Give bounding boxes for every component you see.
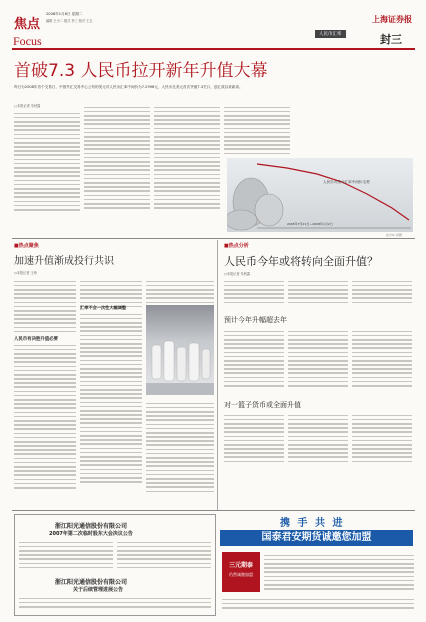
- right-intro-col1: [224, 278, 284, 303]
- top-byline: □本报记者 朱秋露: [14, 104, 41, 108]
- main-headline: 首破7.3 人民币拉开新年升值大幕: [14, 61, 268, 81]
- right-body-col3: [352, 328, 412, 387]
- right-byline: ○本报记者 朱秋露: [224, 272, 251, 276]
- top-story-col2: [84, 104, 150, 209]
- left-story-title: 加速升值渐成投行共识: [14, 256, 114, 267]
- spindle-photo: [146, 305, 214, 395]
- photo-credit: 东方IC 供图: [386, 233, 402, 237]
- right-subhead-2: 对一篮子货币或全面升值: [224, 401, 301, 409]
- page-id: 封三: [380, 33, 402, 46]
- left-col-a2: [14, 342, 76, 489]
- left-ad-block: [14, 514, 216, 616]
- left-ad1-title: 浙江阳光通信股份有限公司: [55, 523, 128, 530]
- coins-photo: [227, 158, 413, 232]
- ad-badge-line1: 三元期泰: [228, 562, 253, 569]
- left-ad1-body: [19, 539, 113, 568]
- left-col-b: [80, 278, 142, 307]
- left-ad2-body: [19, 595, 211, 608]
- right-ad-body: [264, 552, 414, 590]
- section-label: 焦点: [14, 17, 41, 32]
- mid-divider: [12, 238, 415, 239]
- date-line: 2008年1月8日 星期二: [46, 12, 83, 16]
- right-body2-col3: [352, 412, 412, 462]
- banner-mid: 人民币汇率: [315, 30, 346, 38]
- masthead: [0, 0, 426, 52]
- ad-badge: [222, 552, 260, 592]
- ad-badge-line2: 仍然诚邀加盟: [229, 572, 253, 577]
- editor-line: 编辑 王小二 版式 李三 校对 王五: [46, 19, 93, 23]
- right-story-title: 人民币今年或将转向全面升值？: [224, 255, 378, 268]
- right-body-col1: [224, 328, 284, 387]
- bottom-divider: [12, 510, 415, 511]
- right-intro-col2: [288, 278, 348, 303]
- right-ad-block: [220, 514, 415, 614]
- photo-chart-caption: 2005年7月21日—2008年1月2日: [287, 222, 333, 226]
- masthead-rule: [12, 48, 415, 50]
- col-divider: [217, 240, 218, 510]
- photo-caption-right: 人民币对美元汇率中间价走势: [323, 180, 370, 184]
- left-ad1-body-b: [117, 539, 211, 568]
- right-intro-col3: [352, 278, 412, 303]
- ad-slogan: 携 手 共 进: [280, 518, 345, 529]
- left-subhead-2: 汇率不会一次性大幅调整: [80, 305, 127, 310]
- left-ad1-sub: 2007年第二次临时股东大会决议公告: [49, 531, 133, 537]
- brand-name: 上海证券报: [372, 15, 412, 24]
- right-body2-col1: [224, 412, 284, 462]
- left-ad2-title: 浙江阳光通信股份有限公司: [55, 579, 128, 586]
- thread-spools-illustration: [146, 305, 214, 395]
- right-body2-col2: [288, 412, 348, 462]
- top-story-col1: [14, 110, 80, 211]
- left-section-tag: ■热点聚焦: [14, 243, 39, 249]
- right-body-col2: [288, 328, 348, 387]
- focus-label: Focus: [13, 34, 42, 48]
- left-subhead-1: 人民币有决胜升值必要: [14, 337, 58, 342]
- top-story-col3: [154, 104, 220, 209]
- right-section-tag: ■热点分析: [224, 243, 249, 249]
- headline-lede: 昨日为2008年首个交易日，中国外汇交易中心公布的美元对人民币汇率中间价为7.2996元，人民币兑美元首次突破7.3关口，创汇改以来新高。: [14, 85, 243, 89]
- left-ad2-sub: 关于后续管理进展公告: [73, 587, 124, 593]
- coin-chart-illustration: [227, 158, 413, 232]
- right-ad-footer: [222, 596, 414, 609]
- left-byline: ○本报记者 王炜: [14, 271, 37, 275]
- left-col-c2: [146, 400, 214, 492]
- top-story-col4: [224, 104, 290, 154]
- left-col-a: [14, 278, 76, 332]
- right-subhead-1: 预计今年升幅超去年: [224, 316, 287, 324]
- left-col-b2: [80, 311, 142, 483]
- ad-banner: 国泰君安期货诚邀您加盟: [220, 530, 413, 546]
